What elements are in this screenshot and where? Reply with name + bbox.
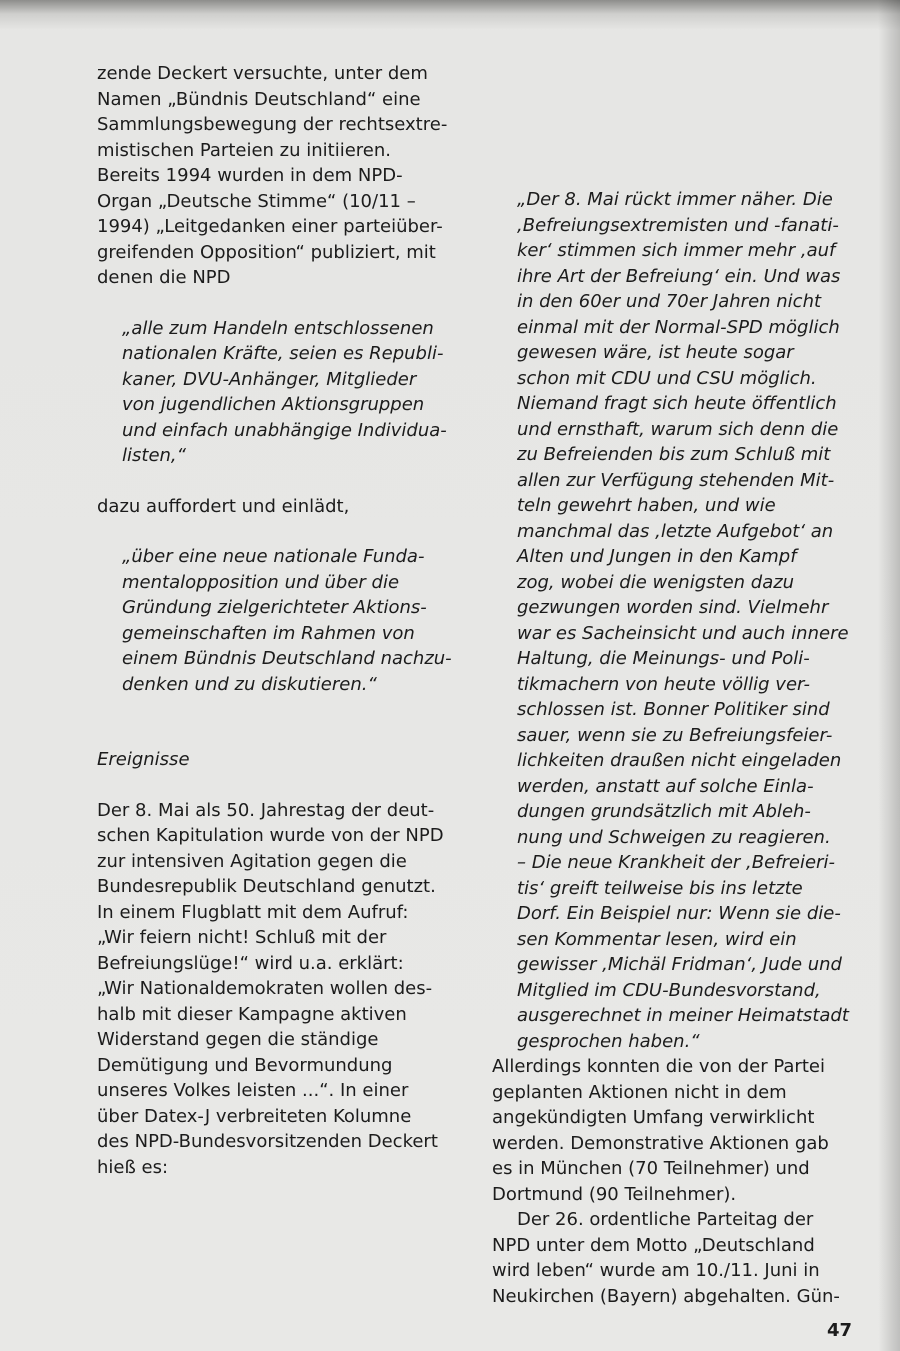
text-line: geplanten Aktionen nicht in dem xyxy=(492,1081,787,1103)
quote-line: Alten und Jungen in den Kampf xyxy=(517,546,797,567)
text-line: Demütigung und Bevormundung xyxy=(97,1054,393,1076)
quote-line: nationalen Kräfte, seien es Republi- xyxy=(122,343,444,364)
quote-line: gesprochen haben.“ xyxy=(517,1030,700,1052)
text-line: Sammlungsbewegung der rechtsextre- xyxy=(97,114,448,135)
text-line: Bereits 1994 wurden in dem NPD- xyxy=(97,165,403,186)
quote-line: Dorf. Ein Beispiel nur: Wenn sie die- xyxy=(517,903,841,924)
paragraph-actions xyxy=(492,1054,862,1207)
quote-line: „über eine neue nationale Funda- xyxy=(122,546,425,567)
right-column xyxy=(492,187,862,1309)
quote-line: zog, wobei die wenigsten dazu xyxy=(517,571,795,593)
quote-line: lichkeiten draußen nicht eingeladen xyxy=(517,750,842,771)
events-paragraph xyxy=(97,798,467,1181)
text-line: schen Kapitulation wurde von der NPD xyxy=(97,825,444,846)
quote-line: teln gewehrt haben, und wie xyxy=(517,495,776,516)
text-line: Widerstand gegen die ständige xyxy=(97,1029,379,1050)
quote-line: ihre Art der Befreiung‘ ein. Und was xyxy=(517,265,841,287)
quote-line: listen,“ xyxy=(122,445,186,466)
quote-line: werden, anstatt auf solche Einla- xyxy=(517,775,814,797)
text-line: 1994) „Leitgedanken einer parteiüber- xyxy=(97,216,443,237)
quote-line: gewesen wäre, ist heute sogar xyxy=(517,342,794,363)
quote-line: und einfach unabhängige Individua- xyxy=(122,419,447,441)
paragraph-party-congress xyxy=(492,1207,862,1309)
text-line: In einem Flugblatt mit dem Aufruf: xyxy=(97,901,409,923)
quote-line: gemeinschaften im Rahmen von xyxy=(122,622,415,644)
page-edge-shadow xyxy=(878,0,900,1351)
quote-line: gezwungen worden sind. Vielmehr xyxy=(517,597,829,618)
block-quote-1 xyxy=(97,316,467,469)
text-line: „Wir Nationaldemokraten wollen des- xyxy=(97,978,433,999)
text-line: denen die NPD xyxy=(97,267,231,288)
text-line: Befreiungslüge!“ wird u.a. erklärt: xyxy=(97,952,404,974)
quote-line: zu Befreienden bis zum Schluß mit xyxy=(517,444,831,465)
quote-line: sen Kommentar lesen, wird ein xyxy=(517,928,797,950)
quote-line: tikmachern von heute völlig ver- xyxy=(517,673,810,695)
text-line: Neukirchen (Bayern) abgehalten. Gün- xyxy=(492,1285,840,1307)
quote-line: allen zur Verfügung stehenden Mit- xyxy=(517,469,835,491)
text-line: Allerdings konnten die von der Partei xyxy=(492,1056,825,1077)
text-line: angekündigten Umfang verwirklicht xyxy=(492,1107,815,1128)
quote-line: Gründung zielgerichteter Aktions- xyxy=(122,597,427,618)
section-heading: Ereignisse xyxy=(97,749,190,770)
quote-line: „alle zum Handeln entschlossenen xyxy=(122,317,434,339)
text-line: Bundesrepublik Deutschland genutzt. xyxy=(97,876,436,897)
text-line: des NPD-Bundesvorsitzenden Deckert xyxy=(97,1131,438,1152)
text-line: greifenden Opposition“ publiziert, mit xyxy=(97,241,436,263)
text-line: hieß es: xyxy=(97,1156,169,1178)
quote-line: ‚Befreiungsextremisten und -fanati- xyxy=(517,214,839,236)
text-line: über Datex-J verbreiteten Kolumne xyxy=(97,1105,412,1127)
quote-line: und ernsthaft, warum sich denn die xyxy=(517,418,839,440)
quote-line: schlossen ist. Bonner Politiker sind xyxy=(517,699,830,720)
text-line: Organ „Deutsche Stimme“ (10/11 – xyxy=(97,190,416,212)
text-line: Der 8. Mai als 50. Jahrestag der deut- xyxy=(97,799,435,821)
text-line: zende Deckert versuchte, unter dem xyxy=(97,63,428,84)
block-quote-2 xyxy=(97,544,467,697)
text-line: wird leben“ wurde am 10./11. Juni in xyxy=(492,1260,820,1281)
connector-line: dazu auffordert und einlädt, xyxy=(97,495,350,517)
text-line: Der 26. ordentliche Parteitag der xyxy=(517,1209,814,1230)
quote-line: ker‘ stimmen sich immer mehr ‚auf xyxy=(517,240,836,261)
quote-line: schon mit CDU und CSU möglich. xyxy=(517,367,817,389)
quote-line: kaner, DVU-Anhänger, Mitglieder xyxy=(122,368,417,390)
quote-line: war es Sacheinsicht und auch innere xyxy=(517,622,849,644)
block-quote-deckert xyxy=(492,187,862,1054)
page-number: 47 xyxy=(826,1320,852,1341)
quote-line: denken und zu diskutieren.“ xyxy=(122,673,377,695)
quote-line: – Die neue Krankheit der ‚Befreieri- xyxy=(517,852,835,873)
quote-line: nung und Schweigen zu reagieren. xyxy=(517,826,831,848)
text-line: es in München (70 Teilnehmer) und xyxy=(492,1158,810,1179)
quote-line: Haltung, die Meinungs- und Poli- xyxy=(517,648,810,669)
left-column xyxy=(97,61,467,1180)
quote-line: sauer, wenn sie zu Befreiungsfeier- xyxy=(517,724,833,746)
quote-line: einmal mit der Normal-SPD möglich xyxy=(517,316,840,338)
text-line: mistischen Parteien zu initiieren. xyxy=(97,139,392,161)
text-line: NPD unter dem Motto „Deutschland xyxy=(492,1234,815,1256)
quote-line: gewisser ‚Michäl Fridman‘, Jude und xyxy=(517,954,842,975)
quote-line: Mitglied im CDU-Bundesvorstand, xyxy=(517,979,821,1001)
quote-line: tis‘ greift teilweise bis ins letzte xyxy=(517,877,803,899)
quote-line: mentalopposition und über die xyxy=(122,571,400,593)
text-line: werden. Demonstrative Aktionen gab xyxy=(492,1132,829,1154)
quote-line: dungen grundsätzlich mit Ableh- xyxy=(517,801,811,822)
text-line: zur intensiven Agitation gegen die xyxy=(97,850,407,872)
intro-paragraph xyxy=(97,61,467,291)
text-line: unseres Volkes leisten ...“. In einer xyxy=(97,1080,409,1101)
quote-line: einem Bündnis Deutschland nachzu- xyxy=(122,648,452,669)
quote-line: manchmal das ‚letzte Aufgebot‘ an xyxy=(517,520,834,542)
text-line: Dortmund (90 Teilnehmer). xyxy=(492,1183,737,1205)
quote-line: Niemand fragt sich heute öffentlich xyxy=(517,393,837,414)
text-line: „Wir feiern nicht! Schluß mit der xyxy=(97,927,387,948)
text-line: Namen „Bündnis Deutschland“ eine xyxy=(97,88,421,110)
quote-line: ausgerechnet in meiner Heimatstadt xyxy=(517,1005,849,1026)
quote-line: in den 60er und 70er Jahren nicht xyxy=(517,291,822,312)
quote-line: „Der 8. Mai rückt immer näher. Die xyxy=(517,189,833,210)
text-line: halb mit dieser Kampagne aktiven xyxy=(97,1003,407,1025)
quote-line: von jugendlichen Aktionsgruppen xyxy=(122,394,425,415)
